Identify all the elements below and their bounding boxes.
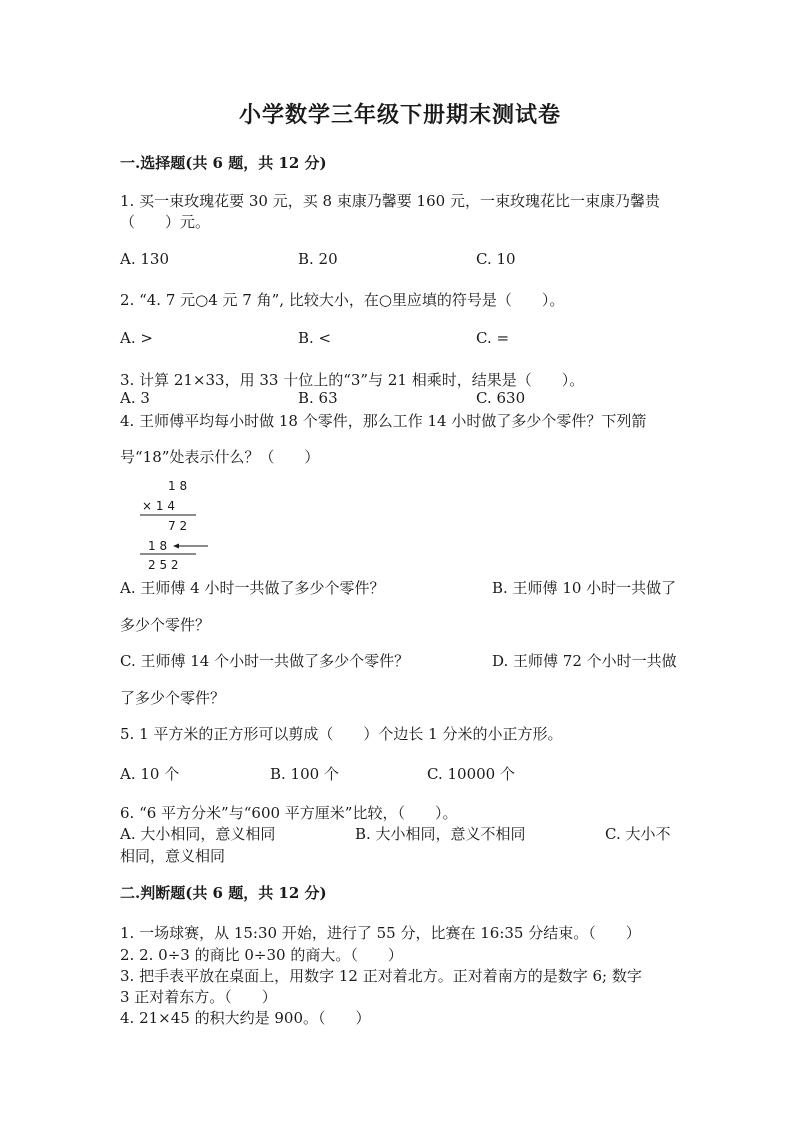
question-5-option-a: A. 10 个 — [120, 765, 180, 783]
question-1-text: 1. 买一束玫瑰花要 30 元，买 8 束康乃馨要 160 元，一束玫瑰花比一束康乃馨贵 — [120, 192, 660, 210]
question-4-option-c: C. 王师傅 14 个小时一共做了多少个零件？ — [120, 652, 410, 670]
question-3-option-b: B. 63 — [298, 389, 338, 407]
question-3-option-c: C. 630 — [476, 389, 526, 407]
question-6-option-c-cont: 相同，意义相同 — [120, 847, 226, 865]
question-1-text-cont: （ ）元。 — [120, 213, 211, 231]
judgement-3-text-cont: 3 正对着东方。（ ） — [120, 988, 277, 1006]
judgement-4-text: 4. 21×45 的积大约是 900。（ ） — [120, 1009, 371, 1027]
calc-row-3: 7 2 — [168, 519, 188, 533]
page-title: 小学数学三年级下册期末测试卷 — [238, 102, 561, 128]
question-2-option-a: A. > — [120, 329, 153, 347]
question-6-option-a: A. 大小相同，意义相同 — [120, 825, 276, 843]
question-1-option-c: C. 10 — [476, 250, 516, 268]
question-4-text: 4. 王师傅平均每小时做 18 个零件，那么工作 14 小时做了多少个零件？下列箭 — [120, 412, 647, 430]
judgement-3-text: 3. 把手表平放在桌面上，用数字 12 正对着北方。正对着南方的是数字 6; 数字 — [120, 967, 642, 985]
question-2-option-c: C. = — [476, 329, 510, 347]
question-4-option-b: B. 王师傅 10 小时一共做了 — [492, 579, 677, 597]
question-4-option-d: D. 王师傅 72 个小时一共做 — [492, 652, 677, 670]
question-6-option-b: B. 大小相同，意义不相同 — [355, 825, 526, 843]
judgement-1-text: 1. 一场球赛，从 15:30 开始，进行了 55 分，比赛在 16:35 分结束。（ ） — [120, 924, 641, 942]
question-1-option-b: B. 20 — [298, 250, 338, 268]
question-3-option-a: A. 3 — [120, 389, 150, 407]
judgement-2-text: 2. 2. 0÷3 的商比 0÷30 的商大。（ ） — [120, 946, 403, 964]
section-heading-choice: 一.选择题(共 6 题，共 12 分) — [120, 154, 327, 172]
calc-row-1: 1 8 — [168, 479, 188, 493]
multiplication-diagram — [140, 478, 220, 578]
calc-row-4: 1 8 — [148, 539, 168, 553]
question-5-option-c: C. 10000 个 — [427, 765, 515, 783]
question-6-option-c: C. 大小不 — [605, 825, 671, 843]
question-4-option-a: A. 王师傅 4 小时一共做了多少个零件？ — [120, 579, 385, 597]
question-4-text-cont: 号“18”处表示什么？（ ） — [120, 448, 320, 466]
calc-row-2: × 1 4 — [142, 499, 175, 513]
question-2-option-b: B. < — [298, 329, 332, 347]
question-1-option-a: A. 130 — [120, 250, 169, 268]
question-6-text: 6. “6 平方分米”与“600 平方厘米”比较，（ ）。 — [120, 804, 458, 822]
question-5-text: 5. 1 平方米的正方形可以剪成（ ）个边长 1 分米的小正方形。 — [120, 725, 563, 743]
question-5-option-b: B. 100 个 — [270, 765, 339, 783]
question-4-option-b-cont: 多少个零件？ — [120, 616, 211, 634]
question-4-option-d-cont: 了多少个零件？ — [120, 689, 226, 707]
question-3-text: 3. 计算 21×33，用 33 十位上的“3”与 21 相乘时，结果是（ ）。 — [120, 371, 585, 389]
section-heading-judgement: 二.判断题(共 6 题，共 12 分) — [120, 884, 327, 902]
arrow-icon — [173, 544, 208, 549]
calc-row-5: 2 5 2 — [148, 558, 179, 572]
question-2-text: 2. “4. 7 元○4 元 7 角”, 比较大小，在○里应填的符号是（ ）。 — [120, 291, 565, 309]
